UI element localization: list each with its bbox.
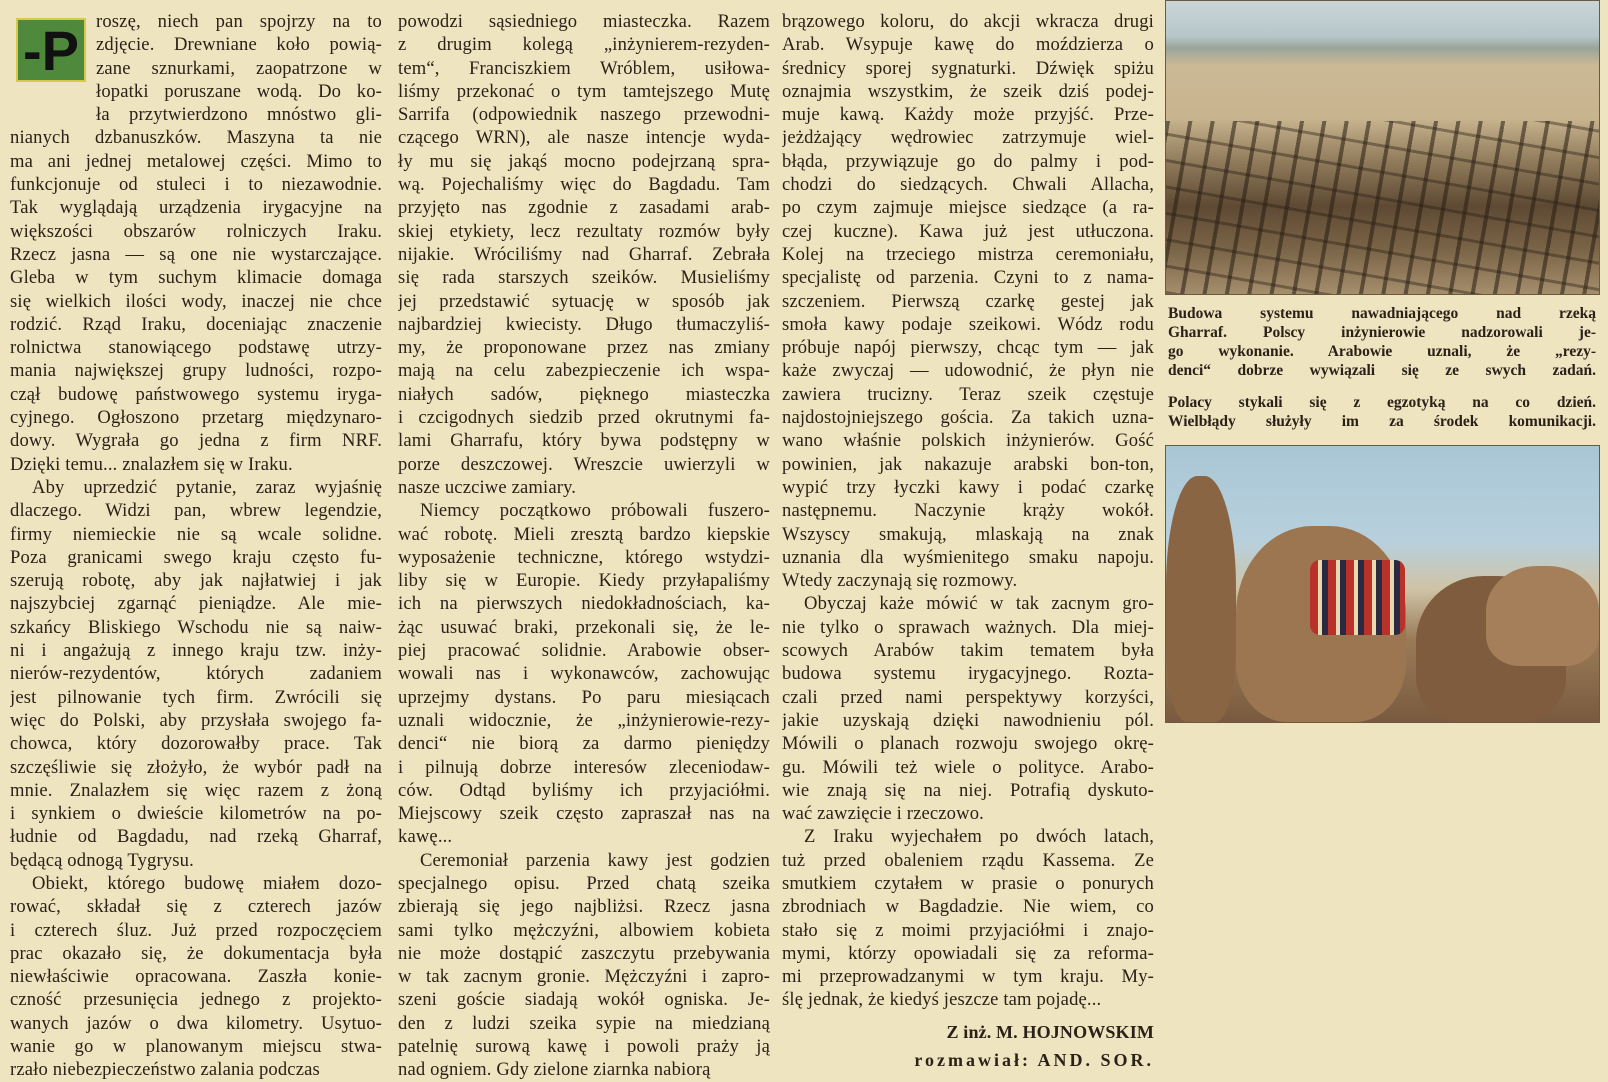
text-line: szczęśliwie się złożyło, że wybór padł na — [10, 756, 382, 778]
caption-line: Gharraf. Polscy inżynierowie nadzorowali je- — [1168, 324, 1596, 341]
text-line: błąda, przywiązuje go do palmy i pod- — [782, 150, 1154, 172]
text-line: wie znają się na niej. Potrafią dyskuto- — [782, 779, 1154, 801]
text-line: sami tylko mężczyźni, albowiem kobieta — [398, 919, 770, 941]
text-line: średnicy sporej sygnaturki. Dźwięk spiżu — [782, 57, 1154, 79]
text-line: szeni goście siadają wokół ogniska. Je- — [398, 989, 770, 1011]
text-line: ma ani jednej metalowej części. Mimo to — [10, 150, 382, 172]
text-line: ich na pierwszych niedokładnościach, ka- — [398, 593, 770, 615]
text-line: następnemu. Naczynie krąży wokół. — [782, 500, 1154, 522]
text-line: mi przeprowadzanymi w tym kraju. My- — [782, 966, 1154, 988]
text-line: uznania dla wyśmienitego smaku napoju. — [782, 546, 1154, 568]
text-line: Gleba w tym suchym klimacie domaga — [10, 267, 382, 289]
signature-author: rozmawiał: AND. SOR. — [914, 1049, 1154, 1070]
text-line: Kolej na trzeciego mistrza ceremoniału, — [782, 243, 1154, 265]
paragraph — [782, 825, 1154, 1011]
text-line: Sarrifa (odpowiednik naszego przewodni- — [398, 104, 770, 126]
text-line: specjalistę od parzenia. Czyni to z nama- — [782, 267, 1154, 289]
text-line: Mówili o planach rozwoju swojego okrę- — [782, 733, 1154, 755]
text-line: jest pilnowanie tych firm. Zwrócili się — [10, 686, 382, 708]
text-line: się rada starszych szeików. Musieliśmy — [398, 267, 770, 289]
photo-irrigation-construction — [1165, 0, 1600, 295]
text-line: mania największej grupy ludności, rozpo- — [10, 360, 382, 382]
paragraph — [10, 10, 382, 476]
text-line: każe zwyczaj — udowodnić, że płyn nie — [782, 360, 1154, 382]
text-line: nianych dzbanuszków. Maszyna ta nie — [10, 127, 382, 149]
text-line: zbierają się jego najbliżsi. Rzecz jasna — [398, 896, 770, 918]
text-line: rolnictwa stanowiącego podstawę utrzy- — [10, 337, 382, 359]
text-line: rodzić. Rząd Iraku, doceniając znaczenie — [10, 313, 382, 335]
text-line: czącego WRN), ale nasze intencje wyda- — [398, 127, 770, 149]
text-line: czali przed nami perspektywy korzyści, — [782, 686, 1154, 708]
article-column-3 — [782, 10, 1154, 1074]
caption-top-photo — [1168, 304, 1596, 380]
text-line: Poza granicami swego kraju często fu- — [10, 546, 382, 568]
text-line: nierów-rezydentów, których zadaniem — [10, 663, 382, 685]
text-line: czej kuczne). Kawa już jest utłuczona. — [782, 220, 1154, 242]
text-line: jeżdżający wędrowiec zatrzymuje wiel- — [782, 127, 1154, 149]
text-line: kawę... — [398, 826, 453, 848]
text-line: Arab. Wsypuje kawę do moździerza o — [782, 34, 1154, 56]
camel-saddle-blanket — [1310, 560, 1405, 635]
text-line: mnie. Znalazłem się więc razem z żoną — [10, 779, 382, 801]
text-line: my, że proponowane przez nas zmiany — [398, 337, 770, 359]
text-line: wypić trzy łyczki kawy i podać czarkę — [782, 476, 1154, 498]
paragraph — [398, 10, 770, 499]
text-line: rować, składał się z czterech jazów — [10, 896, 382, 918]
text-line: najszybciej zgarnąć pieniądze. Ale mie- — [10, 593, 382, 615]
text-line: Dzięki temu... znalazłem się w Iraku. — [10, 453, 293, 475]
paragraph — [782, 592, 1154, 825]
text-line: i czterech śluz. Już przed rozpoczęciem — [10, 919, 382, 941]
text-line: zawiera trucizny. Teraz szeik częstuje — [782, 383, 1154, 405]
text-line: przyjęto nas zgodnie z zasadami arab- — [398, 197, 770, 219]
text-line: w tak zacnym gronie. Mężczyźni i zapro- — [398, 966, 770, 988]
drop-cap: -P — [16, 18, 86, 82]
text-line: patelnię surową kawę i powoli praży ją — [398, 1036, 770, 1058]
text-line: powodzi sąsiedniego miasteczka. Razem — [398, 11, 770, 32]
text-line: skiej etykiety, lecz rezultaty rozmów były — [398, 220, 770, 242]
text-line: nasze uczciwe zamiary. — [398, 476, 577, 498]
text-line: denci“ nie biorą za darmo pieniędzy — [398, 733, 770, 755]
text-line: lami Gharrafu, który bywa podstępny w — [398, 430, 770, 452]
text-line: próbuje napój pierwszy, chcąc tym — jak — [782, 337, 1154, 359]
text-line: łopatki poruszane wodą. Do ko- — [96, 80, 382, 102]
caption-line: Budowa systemu nawadniającego nad rzeką — [1168, 305, 1596, 322]
text-line: firmy niemieckie nie są wcale solidne. — [10, 523, 382, 545]
text-line: Ceremoniał parzenia kawy jest godzien — [420, 849, 770, 871]
paragraph — [782, 10, 1154, 592]
text-line: Z Iraku wyjechałem po dwóch latach, — [804, 826, 1154, 848]
text-line: szerują robotę, aby jak najłatwiej i jak — [10, 570, 382, 592]
text-line: piej pracować solidnie. Arabowie obser- — [398, 640, 770, 662]
text-line: więc do Polski, aby przysłała swojego fa- — [10, 709, 382, 731]
text-line: powinien, jak nakazuje arabski bon-ton, — [782, 453, 1154, 475]
text-line: Tak wyglądają urządzenia irygacyjne na — [10, 197, 382, 219]
text-line: jej przedstawić sytuację w sposób jak — [398, 290, 770, 312]
text-line: smutkiem czytałem w prasie o ponurych — [782, 872, 1154, 894]
text-line: czął budowę państwowego systemu iryga- — [10, 383, 382, 405]
text-line: prac okazało się, że dokumentacja była — [10, 942, 382, 964]
text-line: Aby uprzedzić pytanie, zaraz wyjaśnię — [32, 476, 382, 498]
text-line: funkcjonuje od stuleci i to niezawodnie. — [10, 174, 382, 196]
text-line: ślę jednak, że kiedyś jeszcze tam pojadę... — [782, 989, 1102, 1011]
text-line: ni i angażują z innego kraju tzw. inży- — [10, 640, 382, 662]
text-line: Niemcy początkowo próbowali fuszero- — [420, 500, 770, 522]
article-column-1 — [10, 10, 382, 1082]
text-line: ły mu się jakąś mocno podejrzaną spra- — [398, 150, 770, 172]
text-line: wać zawzięcie i rzeczowo. — [782, 803, 984, 825]
text-line: szczeniem. Pierwszą czarkę gestej jak — [782, 290, 1154, 312]
text-line: chowca, który dozorowałby prace. Tak — [10, 733, 382, 755]
text-line: nijakie. Wróciliśmy nad Gharraf. Zebrała — [398, 243, 770, 265]
paragraph — [398, 499, 770, 848]
text-line: nad ogniem. Gdy zielone ziarnka nabiorą — [398, 1059, 711, 1081]
text-line: muje kawą. Każdy może przyjść. Prze- — [782, 104, 1154, 126]
text-line: najdostojniejszego gościa. Za takich uzna- — [782, 407, 1154, 429]
text-line: niałych sadów, pięknego miasteczka — [398, 383, 770, 405]
text-line: jakie uzyskają dzięki nawodnieniu pól. — [782, 709, 1154, 731]
text-line: mymi, którzy opowiadali się za reforma- — [782, 942, 1154, 964]
article-column-2 — [398, 10, 770, 1082]
text-line: czność przesunięcia jednego z projekto- — [10, 989, 382, 1011]
text-line: roszę, niech pan spojrzy na to — [96, 11, 382, 32]
text-line: Wtedy zaczynają się rozmowy. — [782, 570, 1018, 592]
text-line: uznali widocznie, że „inżynierowie-rezy- — [398, 709, 770, 731]
text-line: chodzi do siedzących. Chwali Allacha, — [782, 174, 1154, 196]
text-line: porze deszczowej. Wreszcie uwierzyli w — [398, 453, 770, 475]
text-line: wano właśnie polskich inżynierów. Gość — [782, 430, 1154, 452]
text-line: scowych Arabów takim tematem była — [782, 640, 1154, 662]
text-line: liby się w Europie. Kiedy przyłapaliśmy — [398, 570, 770, 592]
text-line: niewłaściwie opracowana. Zaszła konie- — [10, 966, 382, 988]
text-line: wowali nas i wykonawców, zachowując — [398, 663, 770, 685]
text-line: stało się z moimi przyjaciółmi i znajo- — [782, 919, 1154, 941]
text-line: wać robotę. Mieli zresztą bardzo kiepskie — [398, 523, 770, 545]
text-line: specjalnego opisu. Przed chatą szeika — [398, 872, 770, 894]
text-line: się wielkich ilości wody, inaczej nie chce — [10, 290, 382, 312]
text-line: smoła kawy podaje szeikowi. Wódz rodu — [782, 313, 1154, 335]
signature-interviewee: Z inż. M. HOJNOWSKIM — [946, 1021, 1154, 1042]
text-line: szkańcy Bliskiego Wschodu nie są naiw- — [10, 616, 382, 638]
text-line: wą. Pojechaliśmy więc do Bagdadu. Tam — [398, 174, 770, 196]
text-line: nie tylko o sprawach ważnych. Dla miej- — [782, 616, 1154, 638]
caption-line: Polacy stykali się z egzotyką na co dzień. — [1168, 394, 1596, 411]
text-line: i pilnują dobrze interesów zleceniodaw- — [398, 756, 770, 778]
caption-line: denci“ dobrze wywiązali się ze swych zadań. — [1168, 362, 1596, 379]
text-line: tuż przed obaleniem rządu Kassema. Ze — [782, 849, 1154, 871]
text-line: dlaczego. Widzi pan, wbrew legendzie, — [10, 500, 382, 522]
text-line: brązowego koloru, do akcji wkracza drugi — [782, 11, 1154, 32]
text-line: den z ludzi szeika sypie na miedzianą — [398, 1012, 770, 1034]
paragraph — [398, 849, 770, 1082]
text-line: zbrodniach w Bagdadzie. Nie wiem, co — [782, 896, 1154, 918]
text-line: wanych jazów o dwa kilometry. Usytuo- — [10, 1012, 382, 1034]
text-line: Miejscowy szeik często zapraszał nas na — [398, 803, 770, 825]
text-line: Wszyscy smakują, mlaskają na znak — [782, 523, 1154, 545]
caption-bottom-photo — [1168, 393, 1596, 431]
text-line: Rzecz jasna — są one nie wystarczające. — [10, 243, 382, 265]
text-line: i synkiem o dwieście kilometrów na po- — [10, 803, 382, 825]
text-line: budowa systemu irygacyjnego. Rozta- — [782, 663, 1154, 685]
text-line: tem“, Franciszkiem Wróblem, usiłowa- — [398, 57, 770, 79]
text-line: ców. Odtąd byliśmy ich przyjaciółmi. — [398, 779, 770, 801]
text-line: łudnie od Bagdadu, nad rzeką Gharraf, — [10, 826, 382, 848]
text-line: większości obszarów rolniczych Iraku. — [10, 220, 382, 242]
caption-line: go wykonanie. Arabowie uznali, że „rezy- — [1168, 343, 1596, 360]
text-line: żąc usuwać braki, przekonali się, że le- — [398, 616, 770, 638]
text-line: zdjęcie. Drewniane koło powią- — [96, 34, 382, 56]
text-line: będącą odnogą Tygrysu. — [10, 849, 194, 871]
text-line: z drugim kolegą „inżynierem-rezyden- — [398, 34, 770, 56]
caption-line: Wielbłądy służyły im za środek komunikacji. — [1168, 413, 1596, 430]
text-line: nie może dostąpić zaszczytu przebywania — [398, 942, 770, 964]
paragraph — [10, 476, 382, 872]
text-line: oznajmia wszystkim, że szeik dziś podej- — [782, 80, 1154, 102]
text-line: mają na celu zabezpieczenie ich wspa- — [398, 360, 770, 382]
text-line: uprzejmy dystans. Po paru miesiącach — [398, 686, 770, 708]
text-line: liśmy przekonać o tym tamtejszego Mutę — [398, 80, 770, 102]
paragraph — [10, 872, 382, 1082]
text-line: i czcigodnych siedzib przed okrutnymi fa- — [398, 407, 770, 429]
text-line: najbardziej kwiecisty. Długo tłumaczyliś- — [398, 313, 770, 335]
text-line: Obyczaj każe mówić w tak zacnym gro- — [804, 593, 1154, 615]
text-line: wanie go w planowanym miejscu stwa- — [10, 1036, 382, 1058]
text-line: ła przytwierdzono mnóstwo gli- — [96, 104, 382, 126]
text-line: dowy. Wygrała go jedna z firm NRF. — [10, 430, 382, 452]
text-line: wyposażenie techniczne, którego wstydzi- — [398, 546, 770, 568]
text-line: cyjnego. Ogłoszono przetarg międzynaro- — [10, 407, 382, 429]
text-line: gu. Mówili też wiele o polityce. Arabo- — [782, 756, 1154, 778]
text-line: rzało niebezpieczeństwo zalania podczas — [10, 1059, 320, 1081]
text-line: Obiekt, którego budowę miałem dozo- — [32, 872, 382, 894]
text-line: po czym zajmuje miejsce siedzące (a ra- — [782, 197, 1154, 219]
text-line: zane sznurkami, zaopatrzone w — [96, 57, 382, 79]
